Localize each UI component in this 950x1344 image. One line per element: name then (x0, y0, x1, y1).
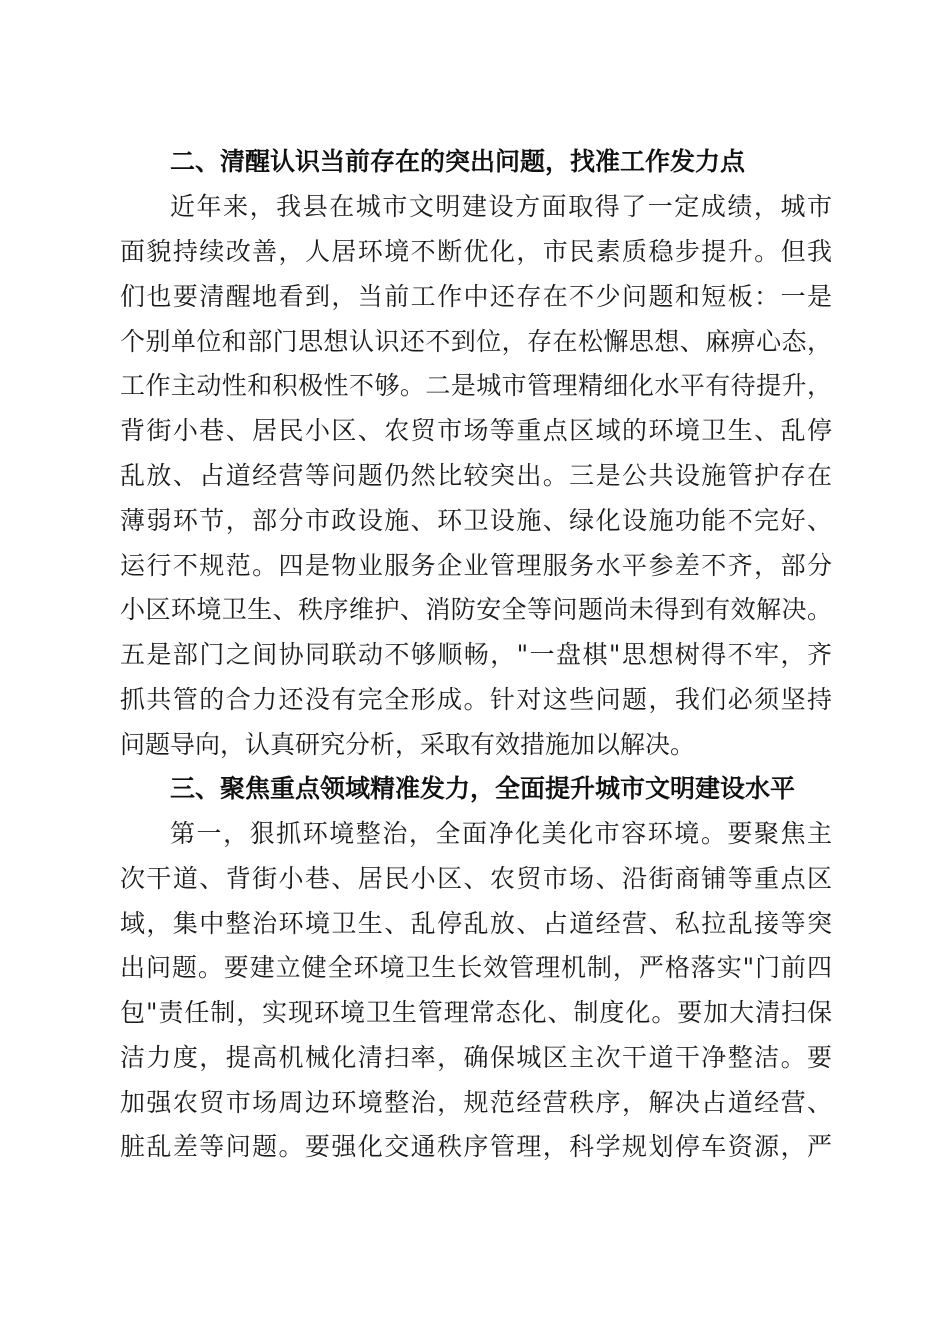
paragraph-line: 五是部门之间协同联动不够顺畅，"一盘棋"思想树得不牢，齐 (120, 640, 832, 669)
paragraph-line: 出问题。要建立健全环境卫生长效管理机制，严格落实"门前四 (120, 953, 832, 982)
paragraph-line: 背街小巷、居民小区、农贸市场等重点区域的环境卫生、乱停 (120, 416, 832, 445)
paragraph-line: 运行不规范。四是物业服务企业管理服务水平参差不齐，部分 (120, 551, 832, 580)
paragraph-line: 个别单位和部门思想认识还不到位，存在松懈思想、麻痹心态， (120, 327, 832, 356)
paragraph-line: 乱放、占道经营等问题仍然比较突出。三是公共设施管护存在 (120, 461, 832, 490)
paragraph-line: 工作主动性和积极性不够。二是城市管理精细化水平有待提升， (120, 371, 832, 400)
paragraph-line: 包"责任制，实现环境卫生管理常态化、制度化。要加大清扫保 (120, 998, 832, 1027)
paragraph-line: 小区环境卫生、秩序维护、消防安全等问题尚未得到有效解决。 (120, 595, 832, 624)
paragraph-line: 薄弱环节，部分市政设施、环卫设施、绿化设施功能不完好、 (120, 506, 832, 535)
paragraph-line: 加强农贸市场周边环境整治，规范经营秩序，解决占道经营、 (120, 1088, 832, 1117)
section-heading-2: 二、清醒认识当前存在的突出问题，找准工作发力点 (170, 147, 746, 176)
paragraph-line: 脏乱差等问题。要强化交通秩序管理，科学规划停车资源，严 (120, 1132, 832, 1161)
paragraph-line: 抓共管的合力还没有完全形成。针对这些问题，我们必须坚持 (120, 685, 832, 714)
paragraph-line: 们也要清醒地看到，当前工作中还存在不少问题和短板：一是 (120, 282, 832, 311)
paragraph-line: 域，集中整治环境卫生、乱停乱放、占道经营、私拉乱接等突 (120, 909, 832, 938)
paragraph-line: 面貌持续改善，人居环境不断优化，市民素质稳步提升。但我 (120, 237, 832, 266)
paragraph-line: 第一，狠抓环境整治，全面净化美化市容环境。要聚焦主 (170, 819, 832, 848)
paragraph-line: 问题导向，认真研究分析，采取有效措施加以解决。 (120, 730, 696, 759)
section-heading-3: 三、聚焦重点领域精准发力，全面提升城市文明建设水平 (170, 774, 796, 803)
paragraph-line: 洁力度，提高机械化清扫率，确保城区主次干道干净整洁。要 (120, 1043, 832, 1072)
paragraph-line: 近年来，我县在城市文明建设方面取得了一定成绩，城市 (170, 192, 832, 221)
paragraph-line: 次干道、背街小巷、居民小区、农贸市场、沿街商铺等重点区 (120, 864, 832, 893)
